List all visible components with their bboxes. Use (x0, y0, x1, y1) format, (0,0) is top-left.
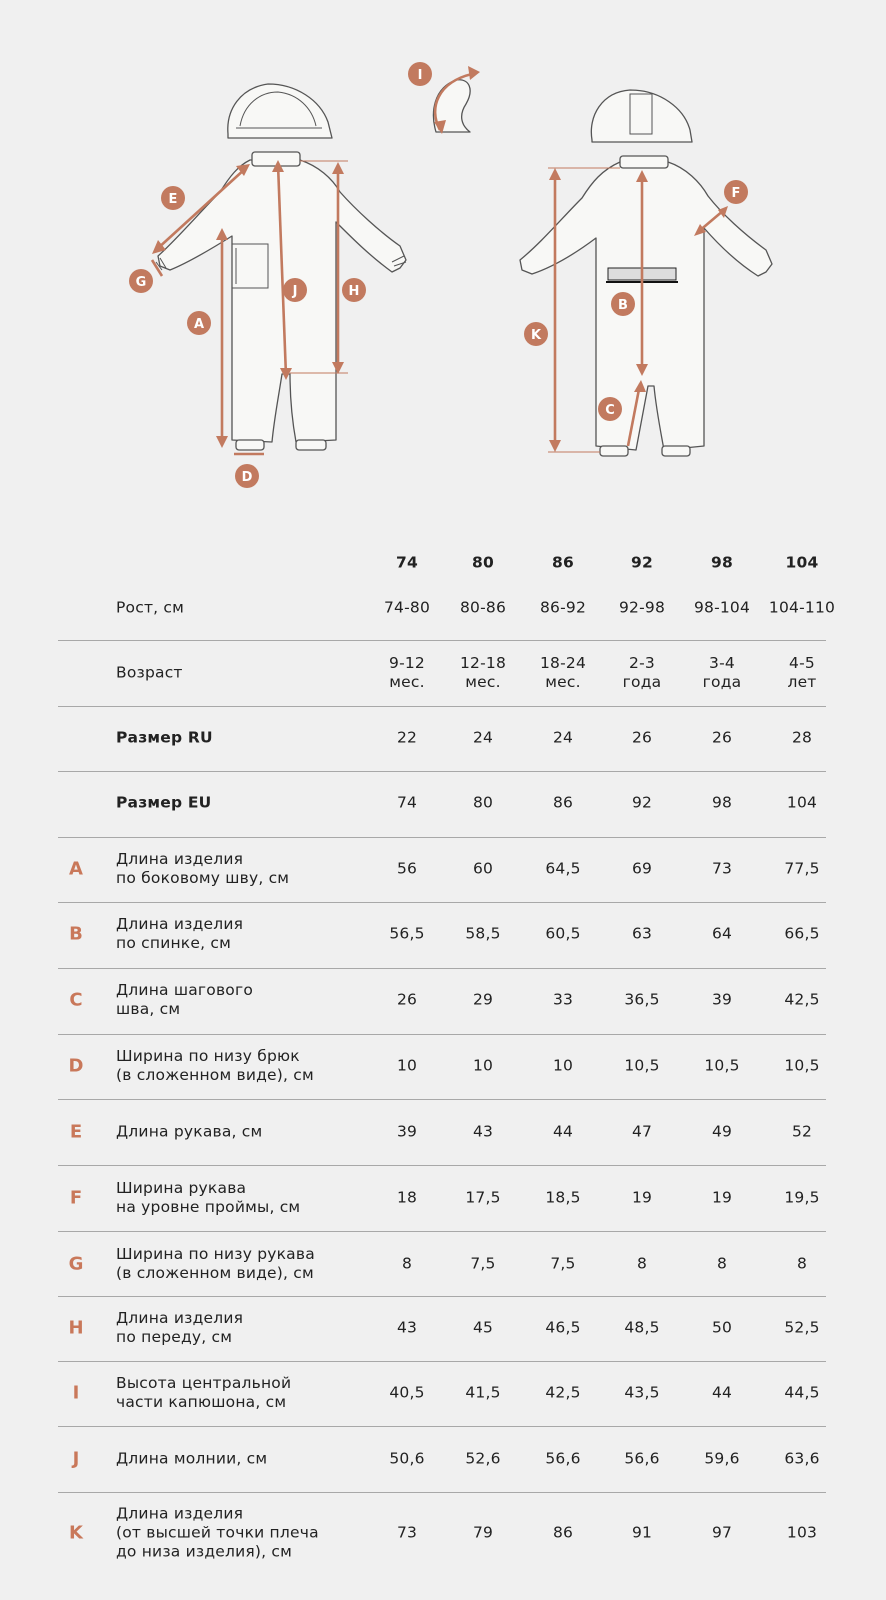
table-cell: 18,5 (545, 1188, 581, 1207)
row-divider (58, 1426, 826, 1427)
svg-text:C: C (605, 403, 615, 418)
table-cell: 56,6 (545, 1449, 581, 1468)
row-marker-letter: H (68, 1317, 84, 1339)
table-cell: 80 (472, 793, 494, 812)
row-marker-letter: E (69, 1121, 83, 1143)
table-cell: 59,6 (704, 1449, 740, 1468)
row-divider (58, 640, 826, 641)
row-divider (58, 1492, 826, 1493)
table-cell: 8 (401, 1254, 413, 1273)
svg-text:K: K (530, 328, 542, 343)
row-label: Длина изделия (от высшей точки плеча до низа изделия), см (116, 1504, 319, 1561)
row-divider (58, 1231, 826, 1232)
row-label: Длина рукава, см (116, 1122, 263, 1141)
table-cell: 42,5 (545, 1383, 581, 1402)
size-header: 104 (785, 553, 819, 572)
table-cell: 10,5 (704, 1056, 740, 1075)
table-cell: 44 (552, 1122, 574, 1141)
table-cell: 2-3 года (622, 654, 662, 691)
table-cell: 47 (631, 1122, 653, 1141)
row-marker-letter: K (69, 1522, 83, 1544)
table-cell: 63,6 (784, 1449, 820, 1468)
svg-text:A: A (193, 317, 205, 332)
table-cell: 86 (552, 793, 574, 812)
row-marker-letter: J (72, 1448, 80, 1470)
table-cell: 86-92 (539, 598, 587, 617)
table-cell: 45 (472, 1318, 494, 1337)
table-cell: 60,5 (545, 924, 581, 943)
size-header: 92 (631, 553, 653, 572)
row-divider (58, 706, 826, 707)
row-label: Возраст (116, 663, 183, 682)
row-label: Ширина по низу брюк (в сложенном виде), см (116, 1047, 314, 1084)
svg-text:H: H (348, 284, 360, 299)
table-cell: 19 (631, 1188, 653, 1207)
table-cell: 10,5 (624, 1056, 660, 1075)
table-cell: 10,5 (784, 1056, 820, 1075)
table-cell: 64,5 (545, 859, 581, 878)
row-marker-letter: A (69, 858, 83, 880)
table-cell: 56 (396, 859, 418, 878)
table-cell: 33 (552, 990, 574, 1009)
table-cell: 73 (711, 859, 733, 878)
table-cell: 103 (786, 1523, 818, 1542)
row-label: Длина шагового шва, см (116, 981, 254, 1018)
table-cell: 8 (636, 1254, 648, 1273)
row-marker-letter: C (69, 989, 83, 1011)
row-label: Длина изделия по боковому шву, см (116, 850, 290, 887)
table-cell: 97 (711, 1523, 733, 1542)
table-cell: 4-5 лет (787, 654, 817, 691)
svg-text:I: I (417, 68, 423, 83)
table-cell: 19 (711, 1188, 733, 1207)
size-header: 98 (711, 553, 733, 572)
table-cell: 104 (786, 793, 818, 812)
table-cell: 17,5 (465, 1188, 501, 1207)
row-marker-letter: I (72, 1382, 80, 1404)
svg-text:J: J (292, 284, 298, 299)
size-header: 80 (472, 553, 494, 572)
table-cell: 43 (472, 1122, 494, 1141)
table-cell: 7,5 (470, 1254, 496, 1273)
table-cell: 22 (396, 728, 418, 747)
table-cell: 66,5 (784, 924, 820, 943)
row-label: Длина изделия по спинке, см (116, 915, 244, 952)
table-cell: 58,5 (465, 924, 501, 943)
row-label: Рост, см (116, 598, 185, 617)
table-cell: 73 (396, 1523, 418, 1542)
table-cell: 39 (711, 990, 733, 1009)
table-cell: 74 (396, 793, 418, 812)
table-cell: 24 (472, 728, 494, 747)
table-cell: 12-18 мес. (459, 654, 507, 691)
table-cell: 44 (711, 1383, 733, 1402)
table-cell: 63 (631, 924, 653, 943)
table-cell: 92 (631, 793, 653, 812)
table-cell: 36,5 (624, 990, 660, 1009)
table-cell: 48,5 (624, 1318, 660, 1337)
table-cell: 56,5 (389, 924, 425, 943)
row-label: Длина молнии, см (116, 1449, 268, 1468)
svg-text:E: E (168, 192, 178, 207)
table-cell: 98-104 (693, 598, 751, 617)
table-cell: 50 (711, 1318, 733, 1337)
table-cell: 80-86 (459, 598, 507, 617)
row-divider (58, 1165, 826, 1166)
table-cell: 44,5 (784, 1383, 820, 1402)
table-cell: 79 (472, 1523, 494, 1542)
size-header: 74 (396, 553, 418, 572)
table-cell: 52,6 (465, 1449, 501, 1468)
row-marker-letter: F (69, 1187, 83, 1209)
table-cell: 28 (791, 728, 813, 747)
table-cell: 92-98 (618, 598, 666, 617)
svg-text:F: F (731, 186, 741, 201)
table-cell: 40,5 (389, 1383, 425, 1402)
table-cell: 77,5 (784, 859, 820, 878)
table-cell: 86 (552, 1523, 574, 1542)
table-cell: 10 (396, 1056, 418, 1075)
size-header: 86 (552, 553, 574, 572)
table-cell: 18 (396, 1188, 418, 1207)
row-divider (58, 1296, 826, 1297)
row-label: Размер EU (116, 793, 212, 812)
table-cell: 7,5 (550, 1254, 576, 1273)
table-cell: 26 (396, 990, 418, 1009)
table-cell: 52,5 (784, 1318, 820, 1337)
svg-text:D: D (241, 470, 253, 485)
table-cell: 56,6 (624, 1449, 660, 1468)
table-cell: 43,5 (624, 1383, 660, 1402)
table-cell: 98 (711, 793, 733, 812)
table-cell: 18-24 мес. (539, 654, 587, 691)
row-label: Длина изделия по переду, см (116, 1309, 244, 1346)
table-cell: 49 (711, 1122, 733, 1141)
row-label: Высота центральной части капюшона, см (116, 1374, 292, 1411)
svg-text:G: G (135, 275, 147, 290)
table-cell: 74-80 (383, 598, 431, 617)
table-cell: 10 (552, 1056, 574, 1075)
row-marker-letter: G (68, 1253, 84, 1275)
table-cell: 3-4 года (702, 654, 742, 691)
table-cell: 39 (396, 1122, 418, 1141)
table-cell: 46,5 (545, 1318, 581, 1337)
row-marker-letter: B (69, 923, 83, 945)
row-marker-letter: D (68, 1055, 84, 1077)
table-cell: 64 (711, 924, 733, 943)
table-cell: 91 (631, 1523, 653, 1542)
row-label: Ширина по низу рукава (в сложенном виде), см (116, 1245, 315, 1282)
table-cell: 26 (631, 728, 653, 747)
row-divider (58, 1361, 826, 1362)
table-cell: 24 (552, 728, 574, 747)
row-label: Ширина рукава на уровне проймы, см (116, 1179, 301, 1216)
table-cell: 10 (472, 1056, 494, 1075)
row-divider (58, 837, 826, 838)
svg-text:B: B (618, 298, 628, 313)
table-cell: 60 (472, 859, 494, 878)
row-divider (58, 1099, 826, 1100)
table-cell: 69 (631, 859, 653, 878)
table-cell: 42,5 (784, 990, 820, 1009)
row-divider (58, 902, 826, 903)
table-cell: 8 (796, 1254, 808, 1273)
table-cell: 50,6 (389, 1449, 425, 1468)
row-label: Размер RU (116, 728, 213, 747)
table-cell: 104-110 (768, 598, 836, 617)
row-divider (58, 771, 826, 772)
table-cell: 43 (396, 1318, 418, 1337)
table-cell: 19,5 (784, 1188, 820, 1207)
row-divider (58, 968, 826, 969)
table-cell: 41,5 (465, 1383, 501, 1402)
table-cell: 26 (711, 728, 733, 747)
table-cell: 29 (472, 990, 494, 1009)
row-divider (58, 1034, 826, 1035)
table-cell: 8 (716, 1254, 728, 1273)
table-cell: 9-12 мес. (389, 654, 425, 691)
table-cell: 52 (791, 1122, 813, 1141)
